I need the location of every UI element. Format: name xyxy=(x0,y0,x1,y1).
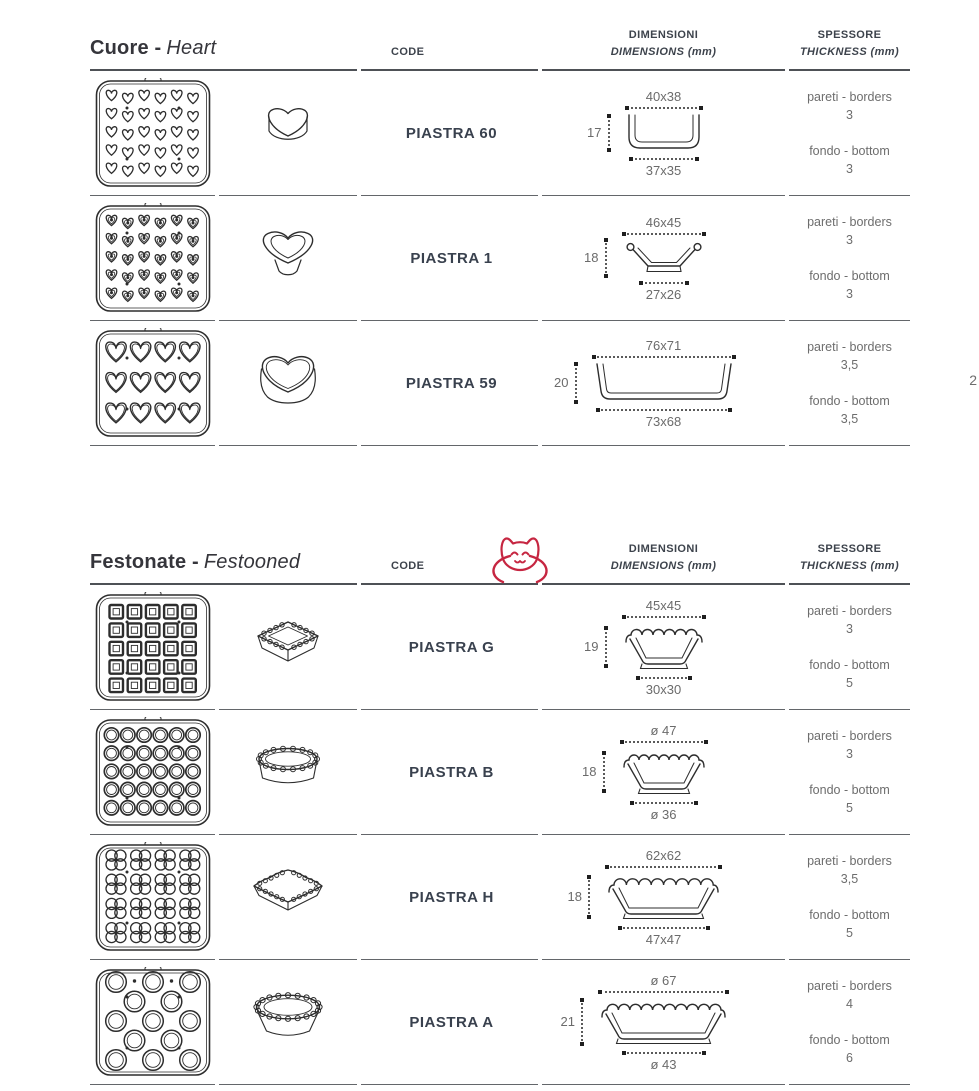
pareti-value: 3,5 xyxy=(840,358,859,373)
code-header-label: CODE xyxy=(391,45,425,58)
fondo-label: fondo - bottom xyxy=(809,393,890,408)
dimension-diagram: 45x45 19 30x30 xyxy=(623,598,705,697)
height-dim-line xyxy=(588,877,590,917)
quatrefoil-plate-icon xyxy=(95,842,211,952)
pareti-label: pareti - borders xyxy=(807,604,892,619)
product-code: PIASTRA A xyxy=(409,1013,494,1031)
heart-mold-icon xyxy=(238,223,338,293)
dimensions-column-header xyxy=(542,16,785,71)
thickness-info xyxy=(807,602,892,692)
product-row-piastra-60 xyxy=(90,71,912,196)
top-dim-line xyxy=(627,107,701,109)
height-dim-line xyxy=(581,1000,583,1044)
top-dim-line xyxy=(622,741,706,743)
round-plate-icon xyxy=(95,967,211,1077)
section-cuore xyxy=(90,16,912,446)
cross-section-drawing xyxy=(621,783,707,800)
fondo-value: 5 xyxy=(846,675,853,690)
dimension-diagram: 40x38 17 37x35 xyxy=(626,89,702,178)
top-dimension: 40x38 xyxy=(645,88,682,104)
product-row-piastra-h xyxy=(90,835,912,960)
section-title xyxy=(90,16,357,71)
festooned-cat-icon xyxy=(484,535,556,585)
heart-plate-icon xyxy=(95,78,211,188)
product-code: PIASTRA H xyxy=(409,888,494,906)
cross-section-drawing xyxy=(623,263,705,280)
product-code: PIASTRA 1 xyxy=(410,249,493,267)
dimension-diagram: 76x71 20 73x68 xyxy=(593,338,735,429)
round-mold-icon xyxy=(238,737,338,807)
fondo-value: 3 xyxy=(846,161,853,176)
product-row-piastra-b xyxy=(90,710,912,835)
bottom-dim-line xyxy=(598,409,730,411)
bottom-dimension: ø 36 xyxy=(650,806,677,822)
top-dimension: 76x71 xyxy=(645,337,682,353)
bottom-dimension: 27x26 xyxy=(645,286,682,302)
top-dimension: 62x62 xyxy=(645,847,682,863)
height-dim-line xyxy=(605,628,607,666)
pareti-value: 3 xyxy=(846,747,853,762)
round-plate-icon xyxy=(95,717,211,827)
top-dim-line xyxy=(624,616,704,618)
thick-header-en: THICKNESS (mm) xyxy=(799,559,900,572)
section-header xyxy=(90,530,912,585)
fondo-value: 3 xyxy=(846,286,853,301)
thickness-info xyxy=(807,88,892,178)
fondo-value: 6 xyxy=(846,1050,853,1065)
thickness-info xyxy=(807,338,892,428)
dimension-diagram: 62x62 18 47x47 xyxy=(606,848,721,947)
pareti-value: 4 xyxy=(846,997,853,1012)
height-dim-line xyxy=(603,753,605,791)
fondo-value: 3,5 xyxy=(840,411,859,426)
bottom-dimension: 30x30 xyxy=(645,681,682,697)
thickness-column-header xyxy=(789,16,910,71)
bottom-dimension: ø 43 xyxy=(650,1056,677,1072)
cross-section-drawing xyxy=(626,139,702,156)
fondo-value: 5 xyxy=(846,800,853,815)
height-dim-line xyxy=(608,116,610,150)
pareti-label: pareti - borders xyxy=(807,340,892,355)
product-row-piastra-g xyxy=(90,585,912,710)
product-row-piastra-59 xyxy=(90,321,912,446)
heart-mold-icon xyxy=(238,98,338,168)
square-mold-icon xyxy=(238,612,338,682)
pareti-label: pareti - borders xyxy=(807,854,892,869)
pareti-label: pareti - borders xyxy=(807,215,892,230)
section-festonate xyxy=(90,530,912,1085)
star-mold-icon xyxy=(238,862,338,932)
pareti-label: pareti - borders xyxy=(807,90,892,105)
bottom-dim-line xyxy=(632,802,696,804)
top-dimension: 45x45 xyxy=(645,597,682,613)
dim-header-it: DIMENSIONI xyxy=(628,543,699,555)
dim-header-en: DIMENSIONS (mm) xyxy=(610,45,717,58)
thickness-column-header xyxy=(789,530,910,585)
product-code: PIASTRA 60 xyxy=(405,124,498,142)
top-dimension: ø 67 xyxy=(650,972,677,988)
thick-header-en: THICKNESS (mm) xyxy=(799,45,900,58)
section-header xyxy=(90,16,912,71)
bottom-dim-line xyxy=(624,1052,704,1054)
thick-header-it: SPESSORE xyxy=(817,543,882,555)
top-dimension: 46x45 xyxy=(645,214,682,230)
fondo-label: fondo - bottom xyxy=(809,1032,890,1047)
bottom-dimension: 37x35 xyxy=(645,162,682,178)
thick-header-it: SPESSORE xyxy=(817,29,882,41)
code-column-header xyxy=(361,530,538,585)
cross-section-drawing xyxy=(599,1033,728,1050)
product-row-piastra-a xyxy=(90,960,912,1085)
round-bowl-mold-icon xyxy=(238,987,338,1057)
top-dimension: ø 47 xyxy=(650,722,677,738)
heart-plate-icon xyxy=(95,203,211,313)
thickness-info xyxy=(807,977,892,1067)
pareti-value: 3 xyxy=(846,108,853,123)
top-dim-line xyxy=(594,356,734,358)
thickness-info xyxy=(807,852,892,942)
product-code: PIASTRA G xyxy=(408,638,495,656)
cross-section-drawing xyxy=(606,908,721,925)
thickness-info xyxy=(807,727,892,817)
bottom-dimension: 47x47 xyxy=(645,931,682,947)
section-title-italian: Festonate - xyxy=(90,551,199,573)
bottom-dimension: 73x68 xyxy=(645,413,682,429)
section-title-italian: Cuore - xyxy=(90,37,162,59)
section-title-english: Festooned xyxy=(203,551,301,573)
dim-header-en: DIMENSIONS (mm) xyxy=(610,559,717,572)
top-dim-line xyxy=(600,991,727,993)
section-title-english: Heart xyxy=(166,37,217,59)
bottom-dim-line xyxy=(631,158,697,160)
fondo-label: fondo - bottom xyxy=(809,143,890,158)
heart-plate-icon xyxy=(95,328,211,438)
square-plate-icon xyxy=(95,592,211,702)
dimension-diagram: 46x45 18 27x26 xyxy=(623,215,705,302)
bottom-dim-line xyxy=(638,677,690,679)
code-column-header xyxy=(361,16,538,71)
cross-section-drawing xyxy=(593,390,735,407)
bottom-dim-line xyxy=(620,927,708,929)
product-code: PIASTRA B xyxy=(409,763,494,781)
catalog-page xyxy=(90,0,912,1085)
code-header-label: CODE xyxy=(391,559,425,572)
fondo-label: fondo - bottom xyxy=(809,268,890,283)
section-title xyxy=(90,530,357,585)
dim-header-it: DIMENSIONI xyxy=(628,29,699,41)
pareti-label: pareti - borders xyxy=(807,729,892,744)
cross-section-drawing xyxy=(623,658,705,675)
dimension-diagram: ø 67 21 ø 43 xyxy=(599,973,728,1072)
pareti-label: pareti - borders xyxy=(807,979,892,994)
top-dim-line xyxy=(607,866,720,868)
pareti-value: 3 xyxy=(846,233,853,248)
fondo-label: fondo - bottom xyxy=(809,782,890,797)
height-dim-line xyxy=(575,364,577,402)
product-row-piastra-1 xyxy=(90,196,912,321)
bottom-dim-line xyxy=(641,282,687,284)
thickness-info xyxy=(807,213,892,303)
fondo-label: fondo - bottom xyxy=(809,657,890,672)
fondo-label: fondo - bottom xyxy=(809,907,890,922)
pareti-value: 3,5 xyxy=(840,872,859,887)
fondo-value: 5 xyxy=(846,925,853,940)
dimension-diagram: ø 47 18 ø 36 xyxy=(621,723,707,822)
height-dim-line xyxy=(605,240,607,276)
pareti-value: 3 xyxy=(846,622,853,637)
page-number-fragment: 2 xyxy=(969,372,977,388)
dimensions-column-header xyxy=(542,530,785,585)
product-code: PIASTRA 59 xyxy=(405,374,498,392)
top-dim-line xyxy=(624,233,704,235)
heart-mold-icon xyxy=(238,348,338,418)
